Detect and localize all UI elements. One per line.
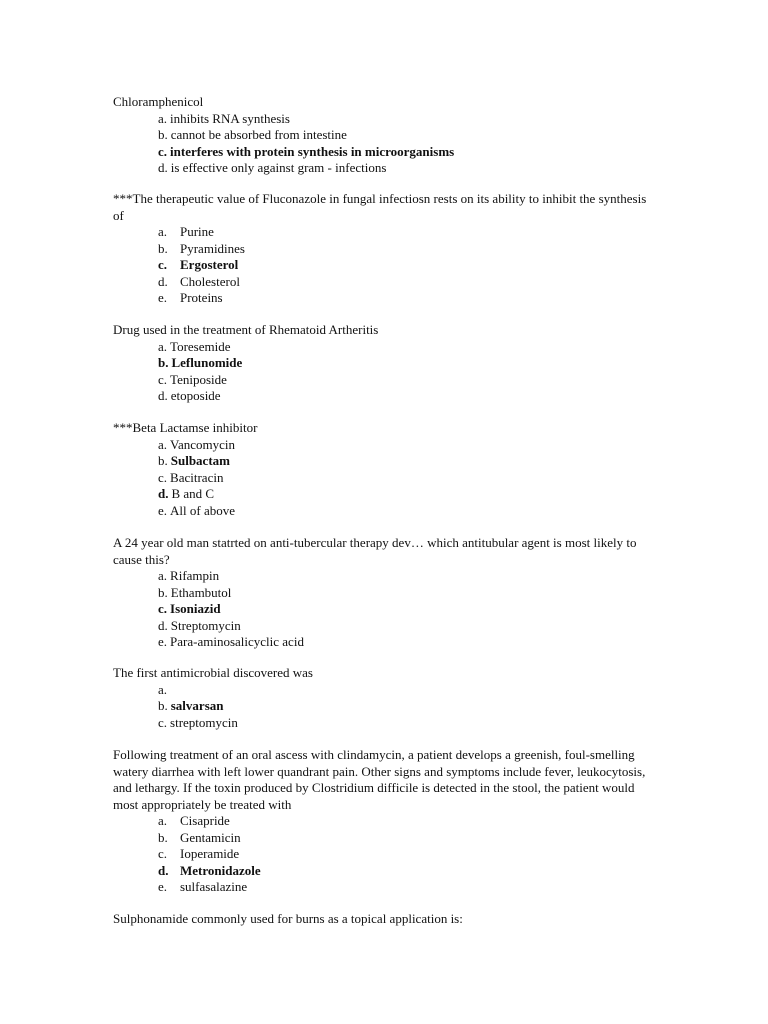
option-letter: b. (158, 355, 169, 370)
answer-option (113, 634, 658, 651)
option-letter: a. (158, 110, 168, 126)
answer-option (113, 339, 658, 356)
correct-answer-text: Leflunomide (171, 355, 243, 370)
option-letter: c. (158, 257, 168, 272)
correct-answer-text: Metronidazole (180, 862, 261, 878)
question-3 (113, 322, 658, 405)
option-text: Ethambutol (170, 584, 232, 600)
option-list (113, 682, 658, 732)
question-5 (113, 535, 658, 651)
answer-option (113, 388, 658, 405)
answer-option (113, 127, 658, 144)
option-list (113, 111, 658, 177)
option-text: Purine (180, 224, 214, 239)
answer-option (113, 830, 658, 847)
answer-option (113, 601, 658, 618)
answer-option (113, 290, 658, 307)
option-letter: d. (158, 486, 169, 501)
answer-option (113, 585, 658, 602)
question-stem: Sulphonamide commonly used for burns as a topical application is: (113, 911, 463, 926)
option-letter: b. (158, 829, 168, 845)
answer-option (113, 372, 658, 389)
option-text: inhibits RNA synthesis (170, 110, 290, 126)
answer-option (113, 453, 658, 470)
option-letter: a. (158, 813, 168, 828)
question-7 (113, 747, 658, 896)
option-letter: e. (158, 502, 168, 518)
option-list (113, 339, 658, 405)
option-letter: b. (158, 453, 168, 468)
option-text: Rifampin (170, 568, 220, 583)
option-letter: c. (158, 846, 168, 861)
answer-option (113, 224, 658, 241)
option-letter: b. (158, 698, 168, 713)
answer-option (113, 682, 658, 699)
answer-option (113, 846, 658, 863)
option-letter: d. (158, 273, 168, 289)
option-letter: d. (158, 617, 168, 633)
answer-option (113, 257, 658, 274)
option-list (113, 568, 658, 651)
question-stem: Following treatment of an oral ascess with clindamycin, a patient develops a greenish, foul-smelling watery diarrhea with left lower quandrant pain. Other signs and symptoms include fever, leukocytosis, and lethargy. If the toxin produced by Clostridium difficile is detected in the stool, the patient would most appropriately be treated with (113, 747, 646, 812)
option-letter: a. (158, 436, 168, 452)
option-text: Gentamicin (180, 829, 241, 845)
option-letter: d. (158, 862, 169, 878)
option-list (113, 437, 658, 520)
option-letter: c. (158, 714, 168, 730)
option-text: etoposide (170, 388, 221, 403)
correct-answer-text: Ergosterol (180, 257, 239, 272)
answer-option (113, 274, 658, 291)
option-letter: d. (158, 160, 168, 175)
option-letter: b. (158, 240, 168, 256)
option-text: All of above (170, 502, 236, 518)
question-stem: ***The therapeutic value of Fluconazole in fungal infectiosn rests on its ability to inhibit the synthesis of (113, 191, 647, 223)
answer-option (113, 355, 658, 372)
answer-option (113, 486, 658, 503)
option-text: is effective only against gram - infections (170, 160, 387, 175)
answer-option (113, 568, 658, 585)
question-stem: ***Beta Lactamse inhibitor (113, 420, 258, 435)
answer-option (113, 144, 658, 161)
answer-option (113, 863, 658, 880)
question-6 (113, 665, 658, 731)
answer-option (113, 698, 658, 715)
option-text: Cholesterol (180, 273, 240, 289)
answer-option (113, 241, 658, 258)
question-stem: The first antimicrobial discovered was (113, 665, 313, 680)
answer-option (113, 503, 658, 520)
option-list (113, 224, 658, 307)
option-letter: e. (158, 879, 168, 894)
option-letter: c. (158, 601, 168, 616)
option-letter: a. (158, 338, 168, 354)
option-letter: c. (158, 469, 168, 485)
option-letter: c. (158, 371, 168, 387)
answer-option (113, 813, 658, 830)
option-text: Cisapride (180, 813, 230, 828)
option-text: Teniposide (170, 371, 227, 387)
question-4 (113, 420, 658, 519)
question-1 (113, 94, 658, 177)
option-letter: a. (158, 681, 168, 697)
option-letter: a. (158, 568, 168, 583)
question-stem: Chloramphenicol (113, 94, 204, 109)
option-list (113, 813, 658, 896)
answer-option (113, 160, 658, 177)
answer-option (113, 879, 658, 896)
option-letter: e. (158, 290, 168, 305)
option-text: streptomycin (170, 714, 238, 730)
option-letter: c. (158, 143, 168, 159)
option-text: Proteins (180, 290, 223, 305)
option-text: cannot be absorbed from intestine (170, 127, 347, 142)
question-2 (113, 191, 658, 307)
question-stem: A 24 year old man statrted on anti-tubercular therapy dev… which antitubular agent is most likely to cause this? (113, 535, 637, 567)
answer-option (113, 618, 658, 635)
option-text: Vancomycin (170, 436, 236, 452)
option-letter: b. (158, 127, 168, 142)
option-letter: b. (158, 584, 168, 600)
option-text: Bacitracin (170, 469, 224, 485)
question-stem: Drug used in the treatment of Rhematoid Artheritis (113, 322, 379, 337)
option-text: Streptomycin (170, 617, 241, 633)
answer-option (113, 470, 658, 487)
answer-option (113, 437, 658, 454)
correct-answer-text: interferes with protein synthesis in microorganisms (170, 143, 455, 159)
answer-option (113, 715, 658, 732)
option-letter: e. (158, 634, 168, 649)
option-text: Para-aminosalicyclic acid (170, 634, 304, 649)
correct-answer-text: salvarsan (170, 698, 224, 713)
option-text: B and C (171, 486, 215, 501)
option-letter: d. (158, 388, 168, 403)
answer-option (113, 111, 658, 128)
correct-answer-text: Sulbactam (170, 453, 230, 468)
option-text: sulfasalazine (180, 879, 248, 894)
option-text: Pyramidines (180, 240, 245, 256)
option-text: Toresemide (170, 338, 231, 354)
question-8 (113, 911, 658, 928)
option-text: Ioperamide (180, 846, 240, 861)
correct-answer-text: Isoniazid (170, 601, 221, 616)
option-letter: a. (158, 224, 168, 239)
